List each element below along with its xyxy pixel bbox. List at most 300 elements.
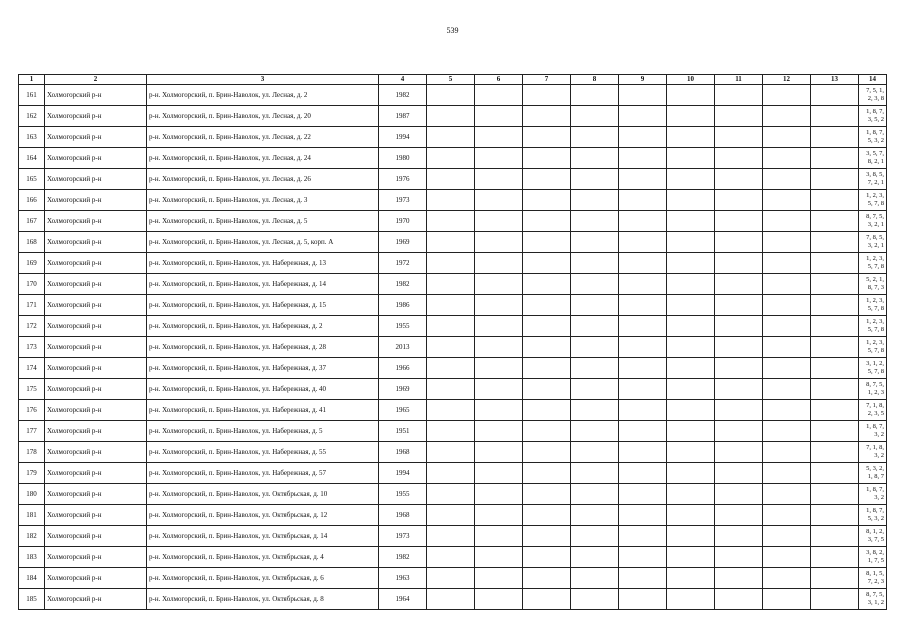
empty-cell-col-5 (427, 127, 475, 148)
empty-cell-col-7 (523, 505, 571, 526)
empty-cell-col-10 (667, 106, 715, 127)
empty-cell-col-8 (571, 526, 619, 547)
empty-cell-col-10 (667, 190, 715, 211)
district-cell: Холмогорский р-н (45, 421, 147, 442)
empty-cell-col-7 (523, 148, 571, 169)
empty-cell-col-5 (427, 484, 475, 505)
year-cell: 1973 (379, 526, 427, 547)
empty-cell-col-10 (667, 400, 715, 421)
empty-cell-col-7 (523, 463, 571, 484)
address-cell: р-н. Холмогорский, п. Брин-Наволок, ул. Набережная, д. 15 (147, 295, 379, 316)
table-row (19, 190, 887, 211)
column-header-5: 5 (427, 75, 475, 85)
row-number-cell: 172 (19, 316, 45, 337)
empty-cell-col-7 (523, 526, 571, 547)
empty-cell-col-5 (427, 274, 475, 295)
empty-cell-col-11 (715, 85, 763, 106)
empty-cell-col-11 (715, 337, 763, 358)
empty-cell-col-12 (763, 379, 811, 400)
empty-cell-col-11 (715, 190, 763, 211)
year-cell: 1987 (379, 106, 427, 127)
empty-cell-col-11 (715, 295, 763, 316)
address-cell: р-н. Холмогорский, п. Брин-Наволок, ул. Лесная, д. 20 (147, 106, 379, 127)
empty-cell-col-6 (475, 316, 523, 337)
year-cell: 1955 (379, 484, 427, 505)
table-row (19, 295, 887, 316)
empty-cell-col-7 (523, 400, 571, 421)
empty-cell-col-5 (427, 211, 475, 232)
empty-cell-col-9 (619, 484, 667, 505)
empty-cell-col-9 (619, 421, 667, 442)
empty-cell-col-13 (811, 337, 859, 358)
empty-cell-col-11 (715, 442, 763, 463)
empty-cell-col-12 (763, 106, 811, 127)
address-cell: р-н. Холмогорский, п. Брин-Наволок, ул. Набережная, д. 37 (147, 358, 379, 379)
empty-cell-col-12 (763, 253, 811, 274)
empty-cell-col-5 (427, 505, 475, 526)
row-number-cell: 162 (19, 106, 45, 127)
empty-cell-col-8 (571, 316, 619, 337)
empty-cell-col-9 (619, 85, 667, 106)
empty-cell-col-9 (619, 526, 667, 547)
row-number-cell: 185 (19, 589, 45, 610)
empty-cell-col-11 (715, 526, 763, 547)
empty-cell-col-10 (667, 232, 715, 253)
empty-cell-col-9 (619, 169, 667, 190)
empty-cell-col-12 (763, 463, 811, 484)
district-cell: Холмогорский р-н (45, 316, 147, 337)
empty-cell-col-10 (667, 589, 715, 610)
table-row (19, 589, 887, 610)
district-cell: Холмогорский р-н (45, 505, 147, 526)
empty-cell-col-12 (763, 547, 811, 568)
year-cell: 1955 (379, 316, 427, 337)
empty-cell-col-10 (667, 463, 715, 484)
code-cell: 1, 8, 7, 3, 5, 2 (859, 106, 887, 127)
code-cell: 3, 5, 7, 8, 2, 1 (859, 148, 887, 169)
empty-cell-col-10 (667, 85, 715, 106)
empty-cell-col-13 (811, 484, 859, 505)
empty-cell-col-8 (571, 190, 619, 211)
empty-cell-col-6 (475, 190, 523, 211)
empty-cell-col-10 (667, 484, 715, 505)
empty-cell-col-12 (763, 295, 811, 316)
column-header-7: 7 (523, 75, 571, 85)
district-cell: Холмогорский р-н (45, 484, 147, 505)
empty-cell-col-7 (523, 85, 571, 106)
empty-cell-col-13 (811, 568, 859, 589)
empty-cell-col-11 (715, 274, 763, 295)
code-cell: 5, 3, 2, 1, 8, 7 (859, 463, 887, 484)
year-cell: 1994 (379, 127, 427, 148)
district-cell: Холмогорский р-н (45, 358, 147, 379)
empty-cell-col-10 (667, 295, 715, 316)
year-cell: 1982 (379, 547, 427, 568)
empty-cell-col-6 (475, 106, 523, 127)
empty-cell-col-11 (715, 253, 763, 274)
code-cell: 1, 8, 7, 3, 2 (859, 484, 887, 505)
column-header-10: 10 (667, 75, 715, 85)
row-number-cell: 173 (19, 337, 45, 358)
empty-cell-col-12 (763, 526, 811, 547)
year-cell: 1966 (379, 358, 427, 379)
empty-cell-col-6 (475, 463, 523, 484)
empty-cell-col-11 (715, 463, 763, 484)
empty-cell-col-9 (619, 190, 667, 211)
code-cell: 7, 8, 5, 3, 2, 1 (859, 232, 887, 253)
empty-cell-col-13 (811, 442, 859, 463)
address-cell: р-н. Холмогорский, п. Брин-Наволок, ул. Октябрьская, д. 12 (147, 505, 379, 526)
row-number-cell: 182 (19, 526, 45, 547)
empty-cell-col-13 (811, 379, 859, 400)
year-cell: 1982 (379, 274, 427, 295)
year-cell: 1972 (379, 253, 427, 274)
year-cell: 1965 (379, 400, 427, 421)
empty-cell-col-11 (715, 358, 763, 379)
district-cell: Холмогорский р-н (45, 463, 147, 484)
empty-cell-col-7 (523, 337, 571, 358)
empty-cell-col-13 (811, 253, 859, 274)
empty-cell-col-6 (475, 358, 523, 379)
empty-cell-col-5 (427, 253, 475, 274)
empty-cell-col-11 (715, 505, 763, 526)
table-row (19, 316, 887, 337)
empty-cell-col-7 (523, 106, 571, 127)
column-header-1: 1 (19, 75, 45, 85)
empty-cell-col-13 (811, 232, 859, 253)
empty-cell-col-12 (763, 505, 811, 526)
empty-cell-col-12 (763, 148, 811, 169)
empty-cell-col-9 (619, 127, 667, 148)
empty-cell-col-12 (763, 358, 811, 379)
empty-cell-col-5 (427, 337, 475, 358)
empty-cell-col-12 (763, 442, 811, 463)
empty-cell-col-9 (619, 295, 667, 316)
empty-cell-col-12 (763, 190, 811, 211)
year-cell: 1970 (379, 211, 427, 232)
address-cell: р-н. Холмогорский, п. Брин-Наволок, ул. Октябрьская, д. 8 (147, 589, 379, 610)
table-header-row (19, 75, 887, 85)
table-row (19, 568, 887, 589)
empty-cell-col-7 (523, 589, 571, 610)
empty-cell-col-9 (619, 589, 667, 610)
empty-cell-col-12 (763, 232, 811, 253)
year-cell: 1973 (379, 190, 427, 211)
row-number-cell: 166 (19, 190, 45, 211)
row-number-cell: 169 (19, 253, 45, 274)
column-header-2: 2 (45, 75, 147, 85)
empty-cell-col-6 (475, 274, 523, 295)
address-cell: р-н. Холмогорский, п. Брин-Наволок, ул. Набережная, д. 57 (147, 463, 379, 484)
housing-register-table (18, 74, 887, 610)
table-row (19, 106, 887, 127)
empty-cell-col-6 (475, 589, 523, 610)
empty-cell-col-9 (619, 232, 667, 253)
empty-cell-col-13 (811, 589, 859, 610)
code-cell: 1, 8, 7, 5, 3, 2 (859, 127, 887, 148)
year-cell: 1980 (379, 148, 427, 169)
empty-cell-col-6 (475, 127, 523, 148)
district-cell: Холмогорский р-н (45, 568, 147, 589)
year-cell: 1982 (379, 85, 427, 106)
table-row (19, 148, 887, 169)
district-cell: Холмогорский р-н (45, 400, 147, 421)
empty-cell-col-5 (427, 316, 475, 337)
address-cell: р-н. Холмогорский, п. Брин-Наволок, ул. Октябрьская, д. 4 (147, 547, 379, 568)
address-cell: р-н. Холмогорский, п. Брин-Наволок, ул. Набережная, д. 55 (147, 442, 379, 463)
table-row (19, 400, 887, 421)
empty-cell-col-7 (523, 211, 571, 232)
row-number-cell: 177 (19, 421, 45, 442)
empty-cell-col-9 (619, 316, 667, 337)
empty-cell-col-6 (475, 253, 523, 274)
column-header-3: 3 (147, 75, 379, 85)
empty-cell-col-10 (667, 421, 715, 442)
code-cell: 8, 1, 2, 3, 7, 5 (859, 526, 887, 547)
address-cell: р-н. Холмогорский, п. Брин-Наволок, ул. Набережная, д. 28 (147, 337, 379, 358)
year-cell: 1969 (379, 232, 427, 253)
empty-cell-col-11 (715, 484, 763, 505)
empty-cell-col-7 (523, 190, 571, 211)
empty-cell-col-8 (571, 148, 619, 169)
district-cell: Холмогорский р-н (45, 169, 147, 190)
row-number-cell: 165 (19, 169, 45, 190)
code-cell: 7, 5, 1, 2, 3, 8 (859, 85, 887, 106)
empty-cell-col-12 (763, 400, 811, 421)
empty-cell-col-11 (715, 421, 763, 442)
table-body (19, 85, 887, 610)
year-cell: 1994 (379, 463, 427, 484)
empty-cell-col-8 (571, 589, 619, 610)
district-cell: Холмогорский р-н (45, 295, 147, 316)
empty-cell-col-11 (715, 568, 763, 589)
empty-cell-col-5 (427, 379, 475, 400)
row-number-cell: 183 (19, 547, 45, 568)
row-number-cell: 174 (19, 358, 45, 379)
empty-cell-col-9 (619, 547, 667, 568)
year-cell: 1951 (379, 421, 427, 442)
empty-cell-col-11 (715, 400, 763, 421)
empty-cell-col-11 (715, 127, 763, 148)
table-row (19, 232, 887, 253)
code-cell: 1, 2, 3, 5, 7, 8 (859, 253, 887, 274)
empty-cell-col-8 (571, 400, 619, 421)
address-cell: р-н. Холмогорский, п. Брин-Наволок, ул. Лесная, д. 5, корп. А (147, 232, 379, 253)
empty-cell-col-9 (619, 463, 667, 484)
empty-cell-col-9 (619, 505, 667, 526)
table-row (19, 169, 887, 190)
empty-cell-col-5 (427, 85, 475, 106)
row-number-cell: 171 (19, 295, 45, 316)
row-number-cell: 164 (19, 148, 45, 169)
empty-cell-col-10 (667, 442, 715, 463)
district-cell: Холмогорский р-н (45, 190, 147, 211)
empty-cell-col-12 (763, 484, 811, 505)
address-cell: р-н. Холмогорский, п. Брин-Наволок, ул. Набережная, д. 14 (147, 274, 379, 295)
code-cell: 8, 1, 5, 7, 2, 3 (859, 568, 887, 589)
empty-cell-col-5 (427, 547, 475, 568)
empty-cell-col-11 (715, 379, 763, 400)
year-cell: 1986 (379, 295, 427, 316)
empty-cell-col-10 (667, 337, 715, 358)
address-cell: р-н. Холмогорский, п. Брин-Наволок, ул. Набережная, д. 5 (147, 421, 379, 442)
empty-cell-col-8 (571, 379, 619, 400)
empty-cell-col-5 (427, 400, 475, 421)
empty-cell-col-12 (763, 127, 811, 148)
empty-cell-col-9 (619, 442, 667, 463)
empty-cell-col-8 (571, 568, 619, 589)
empty-cell-col-10 (667, 379, 715, 400)
district-cell: Холмогорский р-н (45, 232, 147, 253)
code-cell: 3, 8, 5, 7, 2, 1 (859, 169, 887, 190)
empty-cell-col-13 (811, 85, 859, 106)
empty-cell-col-8 (571, 106, 619, 127)
column-header-6: 6 (475, 75, 523, 85)
district-cell: Холмогорский р-н (45, 211, 147, 232)
empty-cell-col-10 (667, 547, 715, 568)
row-number-cell: 175 (19, 379, 45, 400)
address-cell: р-н. Холмогорский, п. Брин-Наволок, ул. Октябрьская, д. 14 (147, 526, 379, 547)
table-row (19, 274, 887, 295)
code-cell: 1, 8, 7, 3, 2 (859, 421, 887, 442)
address-cell: р-н. Холмогорский, п. Брин-Наволок, ул. Набережная, д. 2 (147, 316, 379, 337)
empty-cell-col-5 (427, 442, 475, 463)
code-cell: 1, 8, 7, 5, 3, 2 (859, 505, 887, 526)
district-cell: Холмогорский р-н (45, 589, 147, 610)
empty-cell-col-12 (763, 421, 811, 442)
district-cell: Холмогорский р-н (45, 274, 147, 295)
empty-cell-col-10 (667, 169, 715, 190)
empty-cell-col-8 (571, 253, 619, 274)
empty-cell-col-11 (715, 316, 763, 337)
empty-cell-col-9 (619, 379, 667, 400)
row-number-cell: 167 (19, 211, 45, 232)
empty-cell-col-5 (427, 232, 475, 253)
empty-cell-col-13 (811, 547, 859, 568)
empty-cell-col-8 (571, 274, 619, 295)
empty-cell-col-6 (475, 232, 523, 253)
empty-cell-col-12 (763, 274, 811, 295)
empty-cell-col-6 (475, 85, 523, 106)
code-cell: 1, 2, 3, 5, 7, 8 (859, 295, 887, 316)
empty-cell-col-9 (619, 274, 667, 295)
empty-cell-col-7 (523, 442, 571, 463)
empty-cell-col-6 (475, 505, 523, 526)
code-cell: 8, 7, 5, 3, 1, 2 (859, 589, 887, 610)
empty-cell-col-12 (763, 211, 811, 232)
empty-cell-col-10 (667, 316, 715, 337)
empty-cell-col-13 (811, 463, 859, 484)
table-row (19, 253, 887, 274)
address-cell: р-н. Холмогорский, п. Брин-Наволок, ул. Октябрьская, д. 6 (147, 568, 379, 589)
empty-cell-col-6 (475, 148, 523, 169)
empty-cell-col-8 (571, 295, 619, 316)
empty-cell-col-9 (619, 358, 667, 379)
empty-cell-col-12 (763, 568, 811, 589)
empty-cell-col-9 (619, 148, 667, 169)
empty-cell-col-8 (571, 547, 619, 568)
empty-cell-col-7 (523, 232, 571, 253)
table-row (19, 379, 887, 400)
empty-cell-col-8 (571, 232, 619, 253)
empty-cell-col-6 (475, 526, 523, 547)
empty-cell-col-10 (667, 253, 715, 274)
empty-cell-col-5 (427, 358, 475, 379)
table-row (19, 85, 887, 106)
empty-cell-col-8 (571, 169, 619, 190)
empty-cell-col-13 (811, 358, 859, 379)
code-cell: 5, 2, 1, 8, 7, 3 (859, 274, 887, 295)
empty-cell-col-11 (715, 547, 763, 568)
empty-cell-col-13 (811, 169, 859, 190)
empty-cell-col-8 (571, 505, 619, 526)
address-cell: р-н. Холмогорский, п. Брин-Наволок, ул. Набережная, д. 41 (147, 400, 379, 421)
empty-cell-col-12 (763, 169, 811, 190)
empty-cell-col-11 (715, 148, 763, 169)
empty-cell-col-7 (523, 274, 571, 295)
district-cell: Холмогорский р-н (45, 148, 147, 169)
address-cell: р-н. Холмогорский, п. Брин-Наволок, ул. Лесная, д. 5 (147, 211, 379, 232)
empty-cell-col-13 (811, 421, 859, 442)
empty-cell-col-13 (811, 190, 859, 211)
empty-cell-col-6 (475, 337, 523, 358)
empty-cell-col-12 (763, 316, 811, 337)
empty-cell-col-7 (523, 547, 571, 568)
table-row (19, 358, 887, 379)
column-header-14: 14 (859, 75, 887, 85)
empty-cell-col-9 (619, 106, 667, 127)
district-cell: Холмогорский р-н (45, 379, 147, 400)
district-cell: Холмогорский р-н (45, 337, 147, 358)
table-row (19, 211, 887, 232)
code-cell: 1, 2, 3, 5, 7, 8 (859, 190, 887, 211)
table-row (19, 463, 887, 484)
empty-cell-col-7 (523, 295, 571, 316)
table-row (19, 526, 887, 547)
year-cell: 1969 (379, 379, 427, 400)
empty-cell-col-9 (619, 400, 667, 421)
empty-cell-col-10 (667, 358, 715, 379)
empty-cell-col-13 (811, 106, 859, 127)
code-cell: 7, 1, 8, 2, 3, 5 (859, 400, 887, 421)
empty-cell-col-6 (475, 400, 523, 421)
table-row (19, 505, 887, 526)
code-cell: 7, 1, 8, 3, 2 (859, 442, 887, 463)
district-cell: Холмогорский р-н (45, 253, 147, 274)
empty-cell-col-13 (811, 295, 859, 316)
empty-cell-col-9 (619, 253, 667, 274)
empty-cell-col-5 (427, 190, 475, 211)
empty-cell-col-11 (715, 169, 763, 190)
district-cell: Холмогорский р-н (45, 547, 147, 568)
empty-cell-col-8 (571, 211, 619, 232)
column-header-11: 11 (715, 75, 763, 85)
empty-cell-col-10 (667, 211, 715, 232)
empty-cell-col-5 (427, 526, 475, 547)
table-row (19, 127, 887, 148)
district-cell: Холмогорский р-н (45, 85, 147, 106)
district-cell: Холмогорский р-н (45, 106, 147, 127)
table-row (19, 421, 887, 442)
empty-cell-col-6 (475, 379, 523, 400)
empty-cell-col-6 (475, 169, 523, 190)
column-header-12: 12 (763, 75, 811, 85)
empty-cell-col-5 (427, 463, 475, 484)
empty-cell-col-13 (811, 148, 859, 169)
empty-cell-col-12 (763, 337, 811, 358)
empty-cell-col-5 (427, 568, 475, 589)
empty-cell-col-10 (667, 274, 715, 295)
